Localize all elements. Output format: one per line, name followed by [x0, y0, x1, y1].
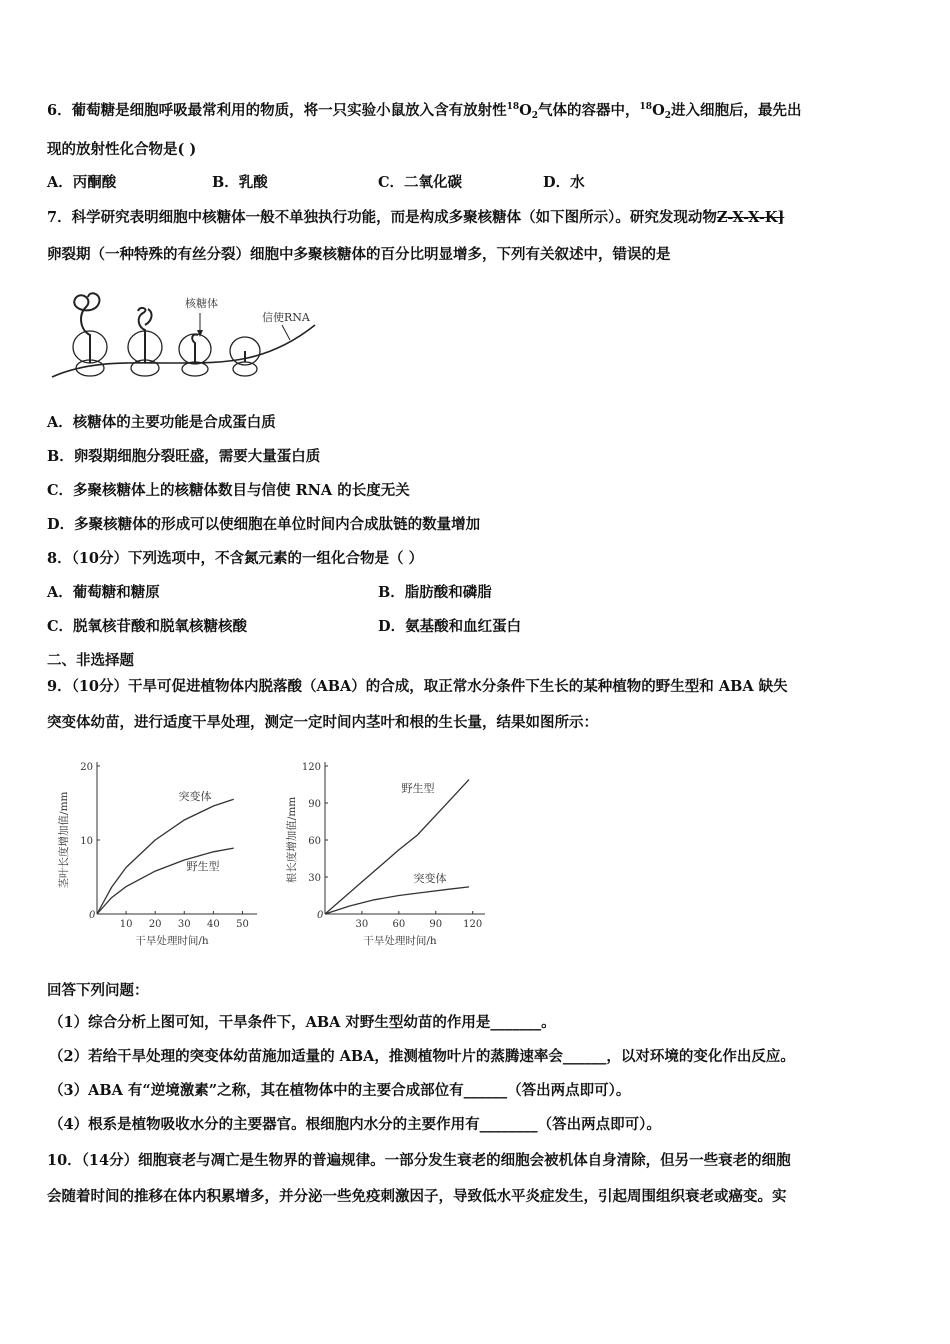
q8-option-c: C．脱氧核苷酸和脱氧核糖核酸: [47, 618, 248, 635]
q6-option-d: D．水: [543, 174, 585, 191]
q6-option-b: B．乳酸: [212, 174, 268, 191]
ribosome-3: [179, 334, 211, 376]
q6-option-c: C．二氧化碳: [378, 174, 463, 191]
series-label-1: 突变体: [178, 790, 212, 803]
series-line-2: [325, 887, 469, 914]
x-tick-label: 20: [148, 919, 162, 930]
x-tick-label: 120: [463, 919, 483, 930]
q9-sub-2: （2）若给干旱处理的突变体幼苗施加适量的 ABA，推测植物叶片的蒸腾速率会______，以对环境的变化作出反应。: [49, 1048, 795, 1065]
q6-option-a: A．丙酮酸: [47, 174, 117, 191]
q8-stem: 8．（10分）下列选项中，不含氮元素的一组化合物是（ ）: [47, 550, 424, 567]
series-label-2: 野生型: [186, 860, 220, 873]
q7-option-a: A．核糖体的主要功能是合成蛋白质: [47, 414, 276, 431]
x-tick-label: 60: [392, 919, 406, 930]
q9-sub-1: （1）综合分析上图可知，干旱条件下，ABA 对野生型幼苗的作用是_______。: [49, 1014, 556, 1031]
x-tick-label: 30: [177, 919, 191, 930]
label-mrna: 信使RNA: [262, 311, 310, 324]
q6-line2: 现的放射性化合物是( ): [47, 141, 197, 158]
series-label-1: 野生型: [401, 782, 435, 795]
x-axis-label: 干旱处理时间/h: [363, 935, 437, 947]
x-tick-label: 40: [206, 919, 220, 930]
chart-stem-leaf-growth: [45, 752, 270, 952]
mrna-strand: [52, 325, 315, 377]
y-axis-label: 根长度增加值/mm: [286, 796, 298, 884]
q7-option-c: C．多聚核糖体上的核糖体数目与信使 RNA 的长度无关: [47, 482, 410, 499]
y-tick-label: 120: [301, 762, 321, 773]
q7-line2: 卵裂期（一种特殊的有丝分裂）细胞中多聚核糖体的百分比明显增多，下列有关叙述中，错误的是: [47, 246, 671, 263]
q9-sub-3: （3）ABA 有“逆境激素”之称，其在植物体中的主要合成部位有______（答出两点即可）。: [49, 1082, 631, 1099]
label-ribosome: 核糖体: [185, 297, 218, 310]
x-tick-label: 90: [429, 919, 443, 930]
ribosome-2: [128, 308, 162, 376]
x-tick-label: 30: [355, 919, 369, 930]
q10-line1: 10．（14分）细胞衰老与凋亡是生物界的普遍规律。一部分发生衰老的细胞会被机体自身清除，但另一些衰老的细胞: [47, 1152, 791, 1169]
origin-label: 0: [89, 910, 96, 921]
origin-label: 0: [317, 910, 324, 921]
section-heading: 二、非选择题: [47, 652, 134, 669]
q8-option-b: B．脂肪酸和磷脂: [378, 584, 492, 601]
series-line-1: [325, 780, 469, 914]
series-line-2: [97, 848, 234, 914]
q9-prompt: 回答下列问题：: [47, 982, 149, 999]
x-axis-label: 干旱处理时间/h: [135, 935, 209, 947]
x-tick-label: 10: [119, 919, 133, 930]
ribosome-1: [73, 293, 107, 376]
q7-option-b: B．卵裂期细胞分裂旺盛，需要大量蛋白质: [47, 448, 321, 465]
q8-option-d: D．氨基酸和血红蛋白: [378, 618, 522, 635]
q7-option-d: D．多聚核糖体的形成可以使细胞在单位时间内合成肽链的数量增加: [47, 516, 481, 533]
series-label-2: 突变体: [413, 872, 447, 885]
q10-line2: 会随着时间的推移在体内积累增多，并分泌一些免疫刺激因子，导致低水平炎症发生，引起周围组织衰老或癌变。实: [47, 1188, 787, 1205]
series-line-1: [97, 799, 234, 914]
y-tick-label: 90: [308, 799, 321, 810]
y-tick-label: 10: [80, 836, 93, 847]
y-tick-label: 20: [80, 762, 93, 773]
y-axis-label: 茎叶长度增加值/mm: [58, 791, 70, 889]
polyribosome-figure: [50, 285, 320, 385]
mrna-arrow: [282, 325, 290, 340]
y-tick-label: 60: [308, 836, 321, 847]
q9-sub-4: （4）根系是植物吸收水分的主要器官。根细胞内水分的主要作用有________（答出两点即可）。: [49, 1116, 661, 1133]
q9-line2: 突变体幼苗，进行适度干旱处理，测定一定时间内茎叶和根的生长量，结果如图所示：: [47, 714, 598, 731]
q9-line1: 9．（10分）干旱可促进植物体内脱落酸（ABA）的合成，取正常水分条件下生长的某种植物的野生型和 ABA 缺失: [47, 678, 788, 695]
q6-line1: 6．葡萄糖是细胞呼吸最常利用的物质，将一只实验小鼠放入含有放射性$^{18}O_2$气体的容器中，$^{18}O_2$进入细胞后，最先出: [47, 102, 802, 121]
chart-root-growth: [280, 752, 495, 952]
q7-line1: 7．科学研究表明细胞中核糖体一般不单独执行功能，而是构成多聚核糖体（如下图所示）。研究发现动物Z-X-X-K]: [47, 209, 785, 226]
y-tick-label: 30: [308, 873, 321, 884]
x-tick-label: 50: [236, 919, 249, 930]
q8-option-a: A．葡萄糖和糖原: [47, 584, 160, 601]
